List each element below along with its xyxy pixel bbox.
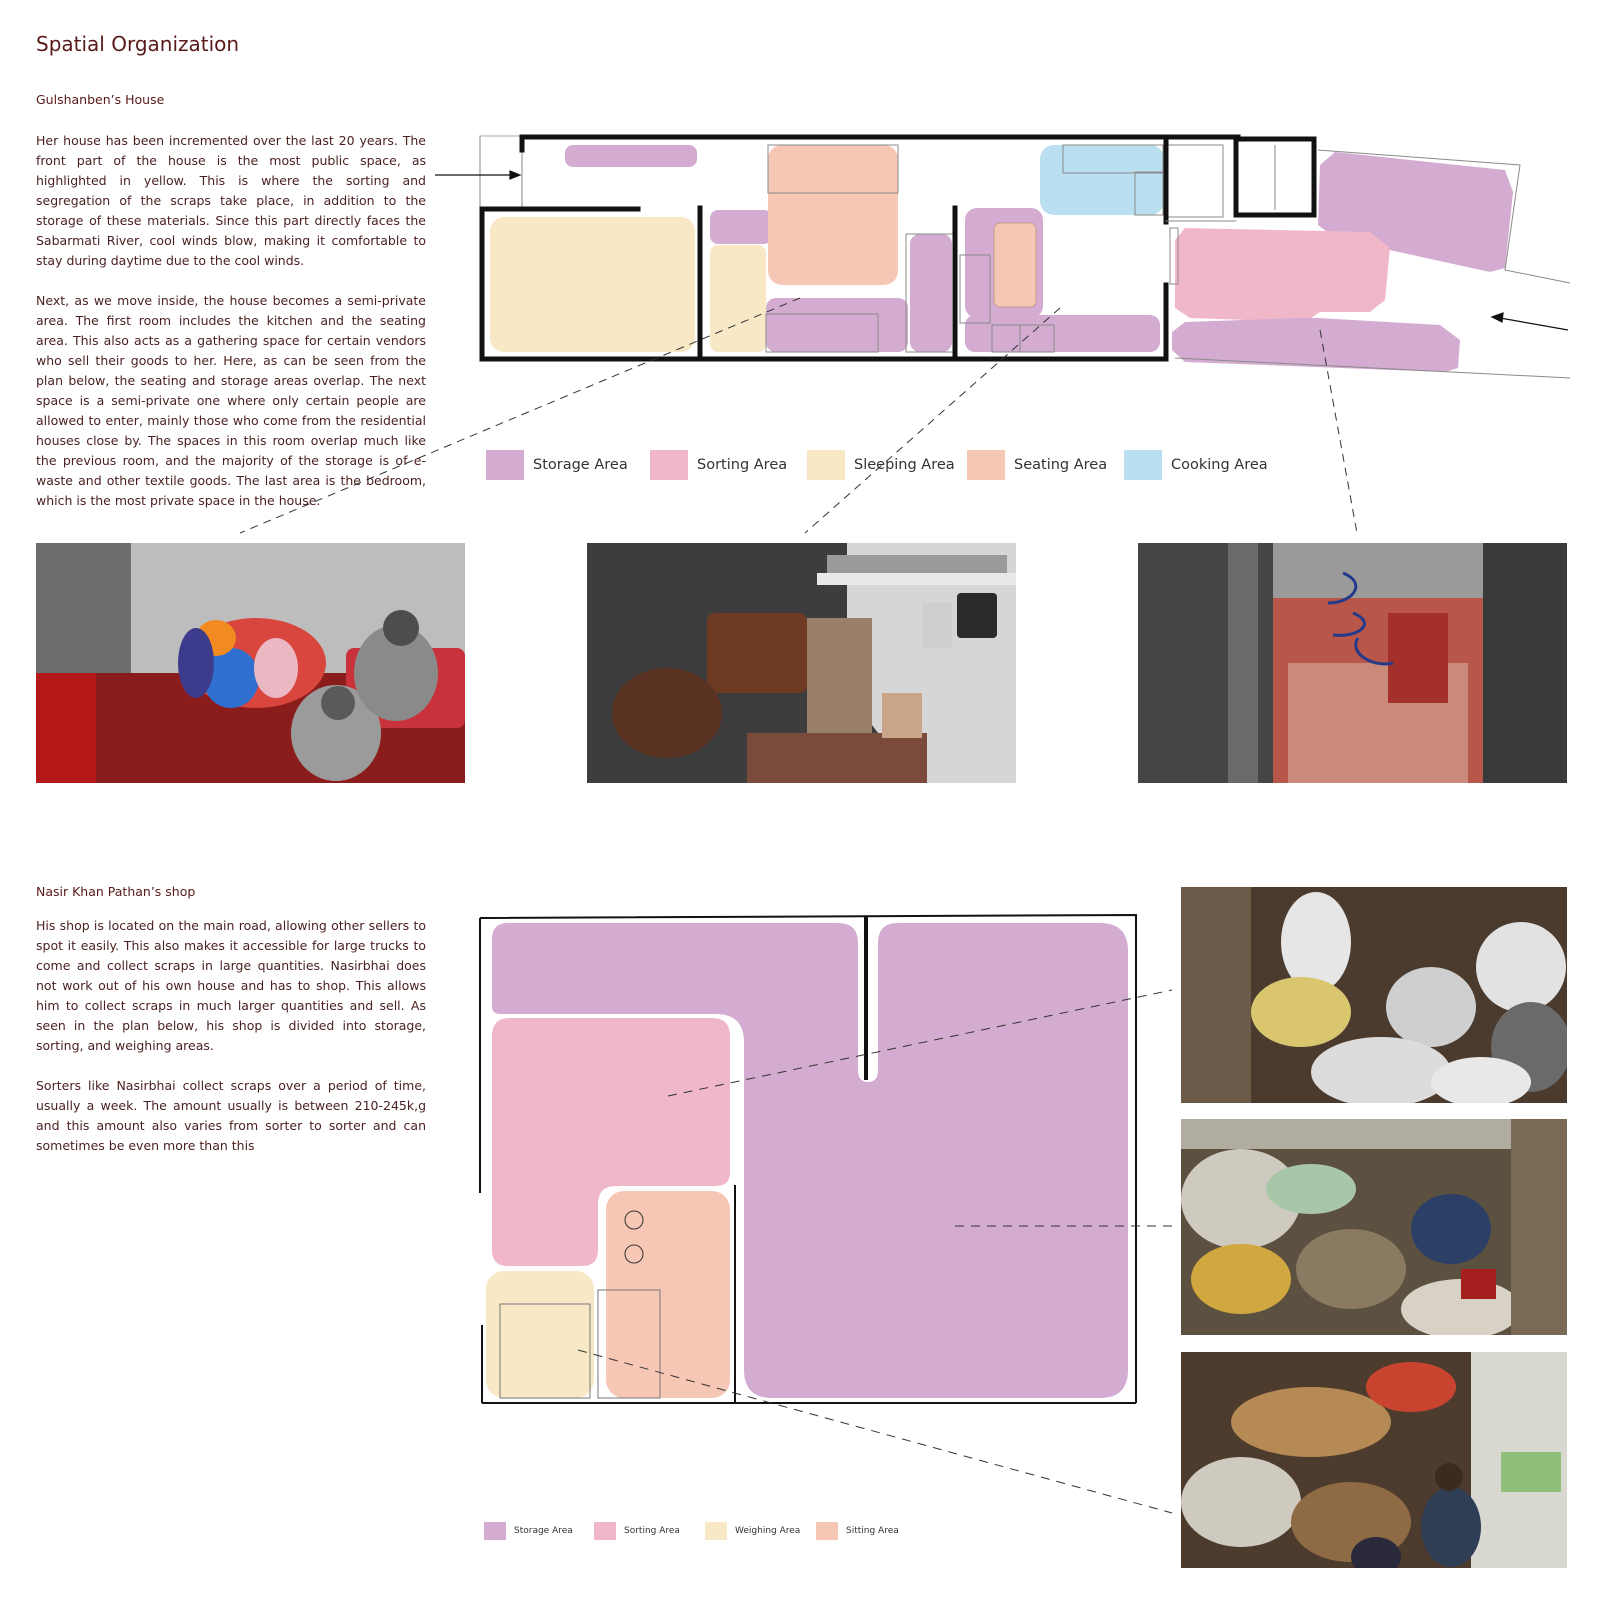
shop-photo-2 [1181,1119,1567,1335]
shop-legend-item [484,1522,573,1540]
sitting-zone [606,1191,730,1398]
weighing-swatch [705,1522,727,1540]
shop-photo-1 [1181,887,1567,1103]
house-paragraph-2: Next, as we move inside, the house becomes a semi-private area. The first room includes the kitchen and the seating area. This also acts as a gathering space for certain vendors who sell their goods to her. Here, as can be seen from the plan below, the seating and storage areas overlap. The next space is a semi-private one where only certain people are allowed to enter, mainly those who come from the residential houses close by. The spaces in this room overlap much like the previous room, and the majority of the storage is of e-waste and other textile goods. The last area is the bedroom, which is the most private space in the house. [36,293,426,508]
storage-swatch [484,1522,506,1540]
weighing-zone [486,1271,594,1398]
shop-zones [486,923,1128,1398]
legend-label: Storage Area [533,457,628,473]
shop-heading: Nasir Khan Pathan’s shop [36,884,196,899]
shop-paragraph-2: Sorters like Nasirbhai collect scraps over a period of time, usually a week. The amount usually is between 210-245k,g and this amount also varies from sorter to sorter and can sometimes be even more than this [36,1078,426,1153]
legend-label: Cooking Area [1171,457,1268,473]
page-title: Spatial Organization [36,32,240,56]
legend-label: Storage Area [514,1526,573,1536]
legend-label: Seating Area [1014,457,1108,473]
shop-legend-item [705,1522,800,1540]
house-paragraph-1: Her house has been incremented over the last 20 years. The front part of the house is the most public space, as highlighted in yellow. This is where the sorting and segregation of the scraps take place, in addition to the storage of these materials. Since this part directly faces the Sabarmati River, cool winds blow, making it comfortable to stay during daytime due to the cool winds. [36,133,426,268]
legend-label: Sleeping Area [854,457,955,473]
sorting-swatch [594,1522,616,1540]
legend-label: Weighing Area [735,1526,801,1536]
shop-legend-item [816,1522,899,1540]
sitting-swatch [816,1522,838,1540]
shop-legend-item [594,1522,680,1540]
legend-label: Sorting Area [624,1526,680,1536]
legend-label: Sorting Area [697,457,788,473]
legend-label: Sitting Area [846,1526,899,1536]
shop-photo-3 [1181,1352,1567,1568]
house-heading: Gulshanben’s House [36,92,165,107]
shop-paragraph-1: His shop is located on the main road, allowing other sellers to spot it easily. This also makes it accessible for large trucks to come and collect scraps in large quantities. Nasirbhai does not work out of his own house and has to shop. This allows him to collect scraps in much larger quantities and sell. As seen in the plan below, his shop is divided into storage, sorting, and weighing areas. [36,918,426,1053]
